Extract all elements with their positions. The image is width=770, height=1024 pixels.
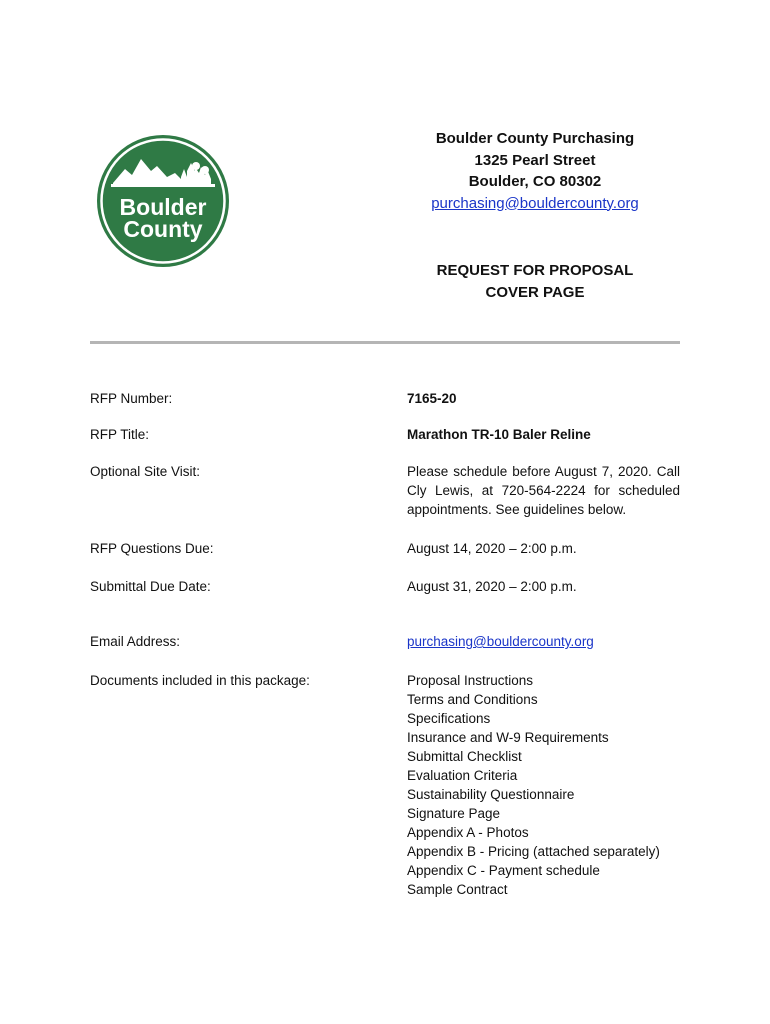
organization-email-link[interactable]: purchasing@bouldercounty.org: [431, 194, 639, 212]
list-item: Appendix B - Pricing (attached separately): [407, 844, 660, 859]
organization-address: [395, 128, 675, 214]
list-item: Sustainability Questionnaire: [407, 787, 575, 802]
rfp-title-value: Marathon TR-10 Baler Reline: [407, 427, 591, 442]
boulder-county-logo: [95, 133, 231, 269]
list-item: Proposal Instructions: [407, 673, 534, 688]
list-item: Specifications: [407, 711, 491, 726]
logo-text-line2: County: [123, 216, 203, 242]
list-item: Submittal Checklist: [407, 749, 522, 764]
site-visit-label: Optional Site Visit:: [90, 464, 201, 479]
title-line1: REQUEST FOR PROPOSAL: [436, 262, 634, 279]
email-value-link[interactable]: purchasing@bouldercounty.org: [407, 634, 594, 649]
logo-text-line1: Boulder: [119, 194, 207, 220]
rfp-number-label: RFP Number:: [90, 391, 173, 406]
list-item: Appendix A - Photos: [407, 825, 529, 840]
organization-city: Boulder, CO 80302: [468, 173, 602, 190]
divider: [90, 341, 680, 344]
organization-street: 1325 Pearl Street: [474, 151, 596, 169]
title-line2: COVER PAGE: [485, 284, 585, 301]
page-title: [395, 260, 675, 304]
questions-due-label: RFP Questions Due:: [90, 541, 214, 556]
list-item: Sample Contract: [407, 882, 508, 897]
documents-label: Documents included in this package:: [90, 673, 310, 688]
list-item: Signature Page: [407, 806, 501, 821]
list-item: Evaluation Criteria: [407, 768, 518, 783]
organization-name: Boulder County Purchasing: [435, 130, 635, 147]
questions-due-value: August 14, 2020 – 2:00 p.m.: [407, 541, 577, 556]
list-item: Terms and Conditions: [407, 692, 538, 707]
rfp-number-value: 7165-20: [407, 391, 457, 406]
submittal-due-label: Submittal Due Date:: [90, 579, 211, 594]
email-label: Email Address:: [90, 634, 181, 649]
site-visit-value: Please schedule before August 7, 2020. Call Cly Lewis, at 720-564-2224 for scheduled appointments. See guidelines below.: [407, 464, 680, 517]
submittal-due-value: August 31, 2020 – 2:00 p.m.: [407, 579, 577, 594]
list-item: Appendix C - Payment schedule: [407, 863, 600, 878]
documents-list: [407, 671, 680, 899]
list-item: Insurance and W-9 Requirements: [407, 730, 609, 745]
rfp-title-label: RFP Title:: [90, 427, 150, 442]
